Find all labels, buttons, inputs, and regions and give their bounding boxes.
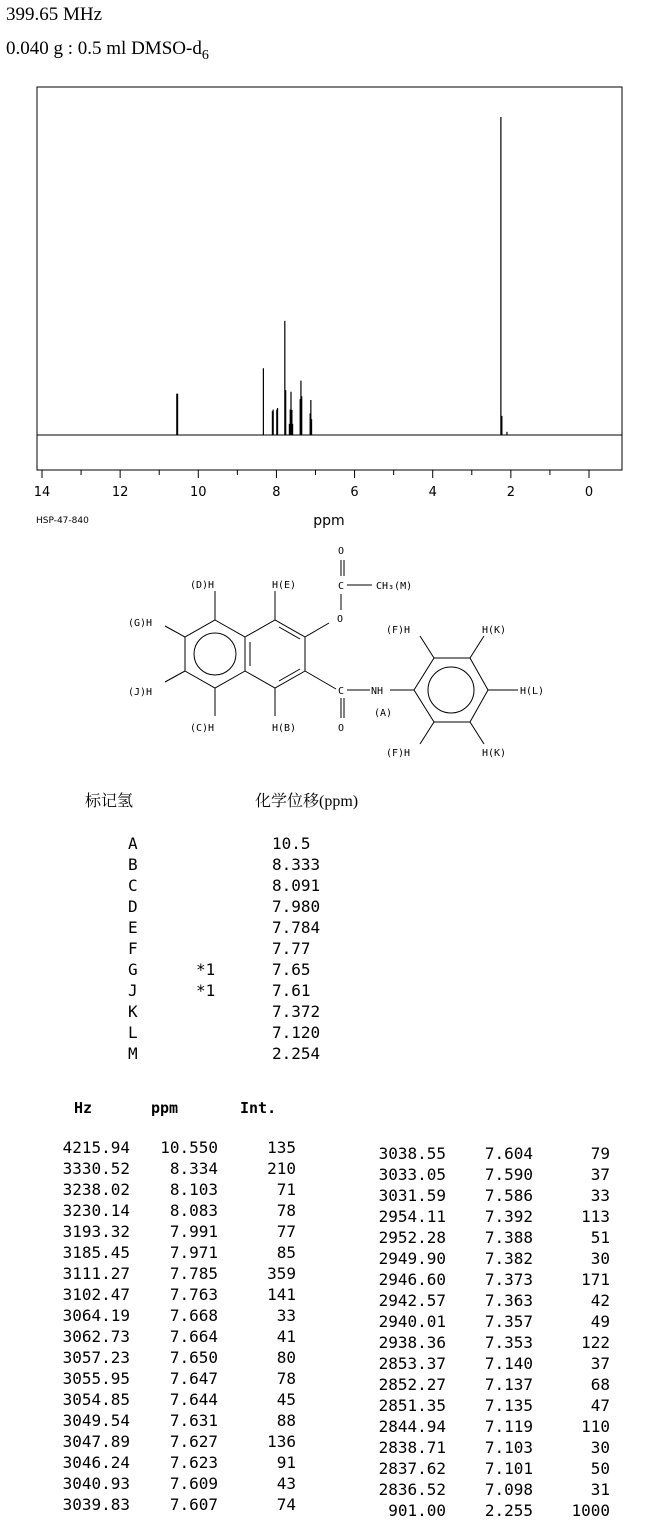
right-ring [245,620,305,688]
peak-intensity: 110 [581,1417,610,1436]
label-A: (A) [374,708,393,719]
peak-row [0,1353,652,1374]
peak-hz: 2844.94 [378,1417,446,1436]
peak-row [0,1374,652,1395]
assignment-row [0,833,400,854]
peak-hz: 3031.59 [378,1186,446,1205]
peak-ppm: 7.119 [484,1417,533,1436]
peak-ppm: 7.586 [484,1186,533,1205]
peak-hz: 3054.85 [62,1390,130,1409]
peak-intensity: 210 [267,1159,296,1178]
peak-ppm: 7.140 [484,1354,533,1373]
peaks-header-hz: Hz [74,1099,93,1117]
assignment-shift: 8.333 [272,855,321,874]
peaks-header-int: Int. [240,1099,277,1117]
peak-row [0,1479,652,1500]
assignment-shift: 7.784 [272,918,321,937]
phenyl-ring-aromatic [428,667,474,713]
peak-ppm: 7.101 [484,1459,533,1478]
peak-ppm: 7.353 [484,1333,533,1352]
phenyl-ring [414,658,488,722]
peak-ppm: 7.137 [484,1375,533,1394]
peak-row [0,1311,652,1332]
peak-hz: 3064.19 [62,1306,130,1325]
peak-hz: 3238.02 [62,1180,130,1199]
peak-intensity: 49 [590,1312,610,1331]
peak-ppm: 7.135 [484,1396,533,1415]
peak-intensity: 88 [276,1411,296,1430]
spectrum-code: HSP-47-840 [36,516,89,526]
x-tick-label: 2 [506,485,515,500]
peak-intensity: 91 [276,1453,296,1472]
assignment-shift: 7.61 [272,981,311,1000]
peak-row [0,1290,652,1311]
peak-ppm: 7.644 [169,1390,218,1409]
peak-intensity: 85 [276,1243,296,1262]
peak-hz: 2938.36 [378,1333,446,1352]
peak-row [0,1500,652,1521]
label-J: (J)H [128,687,153,698]
peak-intensity: 42 [590,1291,610,1310]
sample-subscript: 6 [201,47,209,63]
peak-intensity: 51 [590,1228,610,1247]
assignment-row [0,854,400,875]
peak-ppm: 7.098 [484,1480,533,1499]
peak-hz: 2853.37 [378,1354,446,1373]
peak-intensity: 50 [590,1459,610,1478]
x-tick-label: 12 [111,485,129,500]
peak-ppm: 7.392 [484,1207,533,1226]
assignment-shift: 7.980 [272,897,321,916]
peak-hz: 2837.62 [378,1459,446,1478]
assignment-row [0,1001,400,1022]
peak-hz: 4215.94 [62,1138,130,1157]
assignment-row [0,980,400,1001]
assignment-row [0,896,400,917]
x-tick-label: 10 [190,485,207,500]
label-E: H(E) [272,580,297,591]
x-tick-label: 6 [350,485,359,500]
peak-row [0,1332,652,1353]
peak-hz: 2940.01 [378,1312,446,1331]
peak-ppm: 7.604 [484,1144,533,1163]
peak-hz: 901.00 [388,1501,446,1520]
peak-ppm: 7.623 [169,1453,218,1472]
peak-ppm: 10.550 [160,1138,218,1157]
peak-ppm: 7.373 [484,1270,533,1289]
sample-text: 0.040 g : 0.5 ml DMSO-d [6,38,202,59]
label-F-bottom: (F)H [386,748,411,759]
peak-hz: 3102.47 [62,1285,130,1304]
label-amide-o: O [338,723,345,734]
peak-intensity: 77 [276,1222,296,1241]
peak-intensity: 47 [590,1396,610,1415]
peak-intensity: 78 [276,1201,296,1220]
x-ticks-group [34,470,593,500]
peak-row [0,1269,652,1290]
peak-row [0,1458,652,1479]
peak-intensity: 41 [276,1327,296,1346]
peak-hz: 3039.83 [62,1495,130,1514]
assignment-label: E [128,918,138,937]
assignment-label: D [128,897,138,916]
peak-hz: 3055.95 [62,1369,130,1388]
peak-ppm: 7.382 [484,1249,533,1268]
peak-hz: 3185.45 [62,1243,130,1262]
assignment-label: B [128,855,138,874]
peak-intensity: 79 [590,1144,610,1163]
peak-ppm: 2.255 [484,1501,533,1520]
peak-intensity: 33 [590,1186,610,1205]
peak-intensity: 136 [267,1432,296,1451]
peak-hz: 2942.57 [378,1291,446,1310]
peak-row [0,1248,652,1269]
label-K-bottom: H(K) [482,748,507,759]
peak-intensity: 113 [581,1207,610,1226]
peak-ppm: 7.647 [169,1369,218,1388]
assignment-label: G [128,960,138,979]
peak-hz: 2954.11 [378,1207,446,1226]
peak-hz: 2836.52 [378,1480,446,1499]
plot-frame [37,87,622,470]
x-axis-label: ppm [313,513,345,529]
peak-intensity: 141 [267,1285,296,1304]
label-ester-o: O [337,614,344,625]
assignment-note: *1 [196,981,216,1000]
peak-intensity: 71 [276,1180,296,1199]
peak-hz: 2851.35 [378,1396,446,1415]
peaks-header-ppm: ppm [151,1099,179,1117]
label-B: H(B) [272,723,297,734]
peak-hz: 3111.27 [62,1264,130,1283]
peak-ppm: 7.668 [169,1306,218,1325]
peak-ppm: 7.631 [169,1411,218,1430]
peak-intensity: 33 [276,1306,296,1325]
x-tick-label: 14 [33,485,51,500]
peak-intensity: 43 [276,1474,296,1493]
peak-ppm: 7.763 [169,1285,218,1304]
peak-intensity: 1000 [571,1501,610,1520]
peak-intensity: 37 [590,1165,610,1184]
label-carbonyl-o: O [338,546,345,557]
peak-hz: 3033.05 [378,1165,446,1184]
assignment-row [0,875,400,896]
peak-hz: 2838.71 [378,1438,446,1457]
peak-ppm: 7.664 [169,1327,218,1346]
left-ring-aromatic [194,633,236,675]
peak-hz: 3038.55 [378,1144,446,1163]
peak-hz: 3330.52 [62,1159,130,1178]
assignment-shift: 7.372 [272,1002,321,1021]
assignment-row [0,1022,400,1043]
nmr-spectrum-chart [0,0,652,535]
peak-ppm: 8.334 [169,1159,218,1178]
assignment-shift: 2.254 [272,1044,321,1063]
peak-intensity: 74 [276,1495,296,1514]
peak-intensity: 30 [590,1438,610,1457]
peak-intensity: 45 [276,1390,296,1409]
label-C: (C)H [190,723,215,734]
peak-hz: 3049.54 [62,1411,130,1430]
peak-ppm: 8.083 [169,1201,218,1220]
peak-ppm: 7.103 [484,1438,533,1457]
assignment-label: J [128,981,138,1000]
peak-hz: 3230.14 [62,1201,130,1220]
peak-ppm: 7.627 [169,1432,218,1451]
label-ester-c: C [338,581,345,592]
label-F-top: (F)H [386,625,411,636]
peak-hz: 2949.90 [378,1249,446,1268]
label-G: (G)H [128,618,153,629]
peak-hz: 3193.32 [62,1222,130,1241]
peak-hz: 3057.23 [62,1348,130,1367]
x-tick-label: 0 [584,485,594,500]
label-amide-c: C [338,686,345,697]
x-tick-label: 8 [272,485,281,500]
peak-row [0,1416,652,1437]
peak-ppm: 7.607 [169,1495,218,1514]
peak-intensity: 135 [267,1138,296,1157]
assignment-label: A [128,834,138,853]
assignment-row [0,917,400,938]
atom-labels [128,546,544,759]
peak-intensity: 78 [276,1369,296,1388]
assignment-label: M [128,1044,138,1063]
assignment-shift: 7.65 [272,960,311,979]
label-methyl: CH₃(M) [376,581,413,592]
peak-hz: 2852.27 [378,1375,446,1394]
peak-intensity: 171 [581,1270,610,1289]
spectrometer-frequency: 399.65 MHz [6,4,103,25]
peak-row [0,1437,652,1458]
label-K-top: H(K) [482,625,507,636]
assignment-note: *1 [196,960,216,979]
peak-ppm: 7.991 [169,1222,218,1241]
peak-row [0,1185,652,1206]
x-tick-label: 4 [428,485,437,500]
peak-row [0,1395,652,1416]
peak-ppm: 7.388 [484,1228,533,1247]
assignment-row [0,959,400,980]
peak-intensity: 30 [590,1249,610,1268]
assignment-label: F [128,939,138,958]
assignment-shift: 10.5 [272,834,311,853]
assignment-row [0,938,400,959]
peak-ppm: 7.650 [169,1348,218,1367]
peak-row [0,1164,652,1185]
peak-intensity: 68 [590,1375,610,1394]
peak-intensity: 37 [590,1354,610,1373]
assignment-row [0,1043,400,1064]
peak-hz: 2946.60 [378,1270,446,1289]
assignment-shift: 8.091 [272,876,321,895]
peak-hz: 3046.24 [62,1453,130,1472]
assignment-label: K [128,1002,138,1021]
assignment-shift: 7.77 [272,939,311,958]
assignment-label: L [128,1023,138,1042]
peak-row [0,1206,652,1227]
assignment-header-shift: 化学位移(ppm) [255,793,359,810]
peaks-group [177,117,507,435]
label-L: H(L) [520,686,545,697]
assignment-header-label: 标记氢 [85,793,134,810]
peak-ppm: 7.363 [484,1291,533,1310]
peak-ppm: 7.609 [169,1474,218,1493]
peak-hz: 3047.89 [62,1432,130,1451]
molecule-structure [100,538,570,768]
label-nh: NH [371,686,384,697]
peak-ppm: 7.590 [484,1165,533,1184]
peak-hz: 2952.28 [378,1228,446,1247]
peak-ppm: 7.357 [484,1312,533,1331]
assignment-shift: 7.120 [272,1023,321,1042]
peak-intensity: 31 [590,1480,610,1499]
peak-intensity: 80 [276,1348,296,1367]
peak-intensity: 359 [267,1264,296,1283]
peak-hz: 3062.73 [62,1327,130,1346]
assignment-label: C [128,876,138,895]
peak-intensity: 122 [581,1333,610,1352]
label-D: (D)H [190,580,215,591]
peak-row [0,1227,652,1248]
peak-ppm: 7.785 [169,1264,218,1283]
peak-hz: 3040.93 [62,1474,130,1493]
peak-ppm: 7.971 [169,1243,218,1262]
peak-row [0,1143,652,1164]
peak-ppm: 8.103 [169,1180,218,1199]
